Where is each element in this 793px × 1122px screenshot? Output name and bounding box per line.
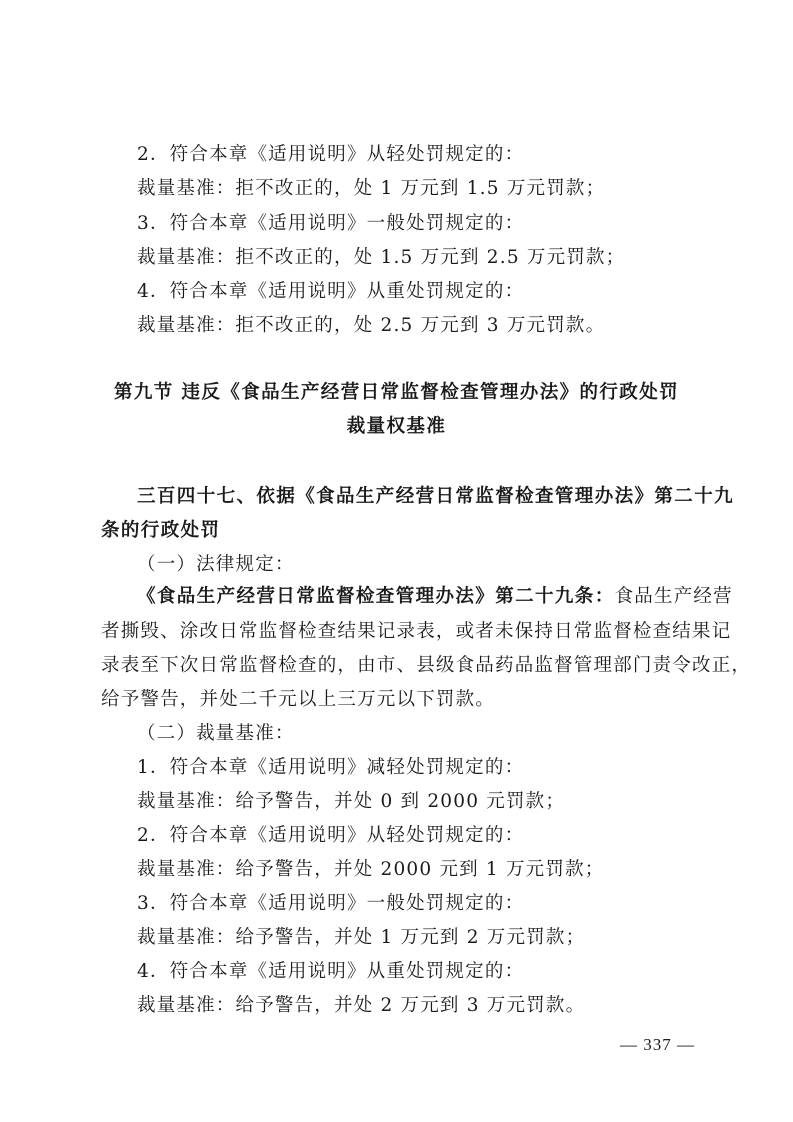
text-line: 裁量基准：拒不改正的，处 1 万元到 1.5 万元罚款； xyxy=(137,178,606,199)
text-line: 4．符合本章《适用说明》从重处罚规定的： xyxy=(137,281,525,302)
law-text-line xyxy=(0,584,793,610)
standard-line: 2．符合本章《适用说明》从轻处罚规定的： xyxy=(137,825,525,846)
standard-line: 裁量基准：给予警告，并处 1 万元到 2 万元罚款； xyxy=(137,927,586,948)
section-title-continued: 裁量权基准 xyxy=(346,416,447,437)
law-name: 《食品生产经营日常监督检查管理办法》第二十九条： xyxy=(137,586,615,607)
standard-line: 裁量基准：给予警告，并处 2000 元到 1 万元罚款； xyxy=(137,859,605,880)
text-line: 裁量基准：拒不改正的，处 1.5 万元到 2.5 万元罚款； xyxy=(137,247,626,268)
standard-line: 4．符合本章《适用说明》从重处罚规定的： xyxy=(137,961,525,982)
text-line: 裁量基准：拒不改正的，处 2.5 万元到 3 万元罚款。 xyxy=(137,315,606,336)
law-text-line: 给予警告，并处二千元以上三万元以下罚款。 xyxy=(101,689,496,710)
standard-line: 裁量基准：给予警告，并处 0 到 2000 元罚款； xyxy=(137,791,566,812)
item-heading-continued: 条的行政处罚 xyxy=(101,520,221,541)
law-text-line: 录表至下次日常监督检查的，由市、县级食品药品监督管理部门责令改正， xyxy=(101,655,752,676)
legal-provision-label: （一）法律规定： xyxy=(137,554,295,575)
standard-line: 3．符合本章《适用说明》一般处罚规定的： xyxy=(137,893,525,914)
section-title: 第九节 违反《食品生产经营日常监督检查管理办法》的行政处罚 xyxy=(113,382,680,403)
standard-label: （二）裁量基准： xyxy=(137,723,295,744)
text-line: 3．符合本章《适用说明》一般处罚规定的： xyxy=(137,213,525,234)
law-text-line: 者撕毁、涂改日常监督检查结果记录表，或者未保持日常监督检查结果记 xyxy=(101,621,732,642)
standard-line: 1．符合本章《适用说明》减轻处罚规定的： xyxy=(137,757,525,778)
item-heading: 三百四十七、依据《食品生产经营日常监督检查管理办法》第二十九 xyxy=(137,486,735,507)
law-text: 食品生产经营 xyxy=(614,586,733,607)
page-number: — 337 — xyxy=(620,1035,695,1054)
text-line: 2．符合本章《适用说明》从轻处罚规定的： xyxy=(137,144,525,165)
standard-line: 裁量基准：给予警告，并处 2 万元到 3 万元罚款。 xyxy=(137,995,586,1016)
